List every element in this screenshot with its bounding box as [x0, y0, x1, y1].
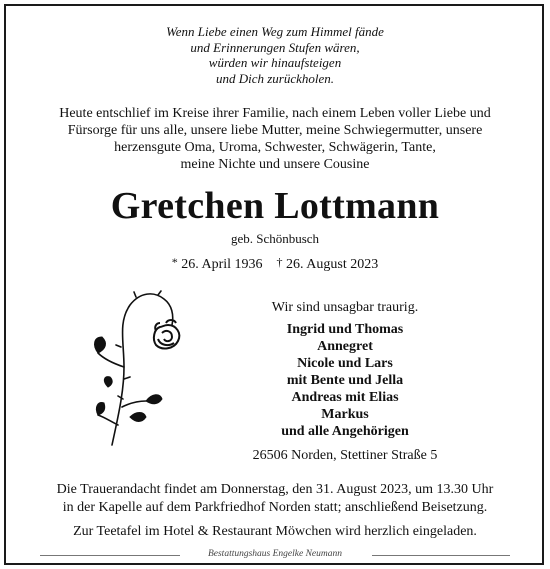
death-date: 26. August 2023 [286, 257, 379, 272]
poem-line: Wenn Liebe einen Weg zum Himmel fände [166, 24, 384, 39]
birth-name: geb. Schönbusch [230, 231, 320, 246]
intro-line: herzensgute Oma, Uroma, Schwester, Schwägerin, Tante, [114, 140, 436, 155]
intro-text [0, 105, 550, 173]
intro-line: Fürsorge für uns alle, unsere liebe Mutter, meine Schwiegermutter, unsere [67, 123, 483, 138]
family-member: und alle Angehörigen [281, 424, 409, 439]
rose-illustration-icon [88, 287, 198, 452]
death-symbol: † [276, 255, 283, 269]
poem [0, 24, 550, 86]
family-address: 26506 Norden, Stettiner Straße 5 [252, 448, 438, 463]
family-member: mit Bente und Jella [286, 373, 404, 388]
family-member: Ingrid und Thomas [286, 322, 404, 337]
family-member: Annegret [317, 339, 373, 354]
family-member: Markus [321, 407, 369, 422]
birth-symbol: * [171, 255, 178, 269]
service-line: in der Kapelle auf dem Parkfriedhof Norden statt; anschließend Beisetzung. [62, 500, 488, 515]
service-info [0, 481, 550, 517]
poem-line: würden wir hinaufsteigen [208, 55, 342, 70]
birth-date: 26. April 1936 [181, 257, 263, 272]
funeral-home-credit: Bestattungshaus Engelke Neumann [207, 549, 343, 559]
footer [0, 548, 550, 562]
tea-invitation: Zur Teetafel im Hotel & Restaurant Möwchen wird herzlich eingeladen. [73, 524, 477, 539]
family-member: Nicole und Lars [297, 356, 393, 371]
family-block [225, 299, 465, 440]
intro-line: Heute entschlief im Kreise ihrer Familie, nach einem Leben voller Liebe und [59, 106, 491, 121]
deceased-name: Gretchen Lottmann [110, 185, 440, 227]
poem-line: und Erinnerungen Stufen wären, [190, 39, 360, 55]
life-dates [0, 253, 550, 274]
family-member: Andreas mit Elias [291, 390, 399, 405]
intro-line: meine Nichte und unsere Cousine [180, 157, 370, 172]
service-line: Die Trauerandacht findet am Donnerstag, den 31. August 2023, um 13.30 Uhr [56, 482, 494, 497]
mourning-statement: Wir sind unsagbar traurig. [271, 300, 419, 315]
poem-line: und Dich zurückholen. [215, 70, 335, 86]
